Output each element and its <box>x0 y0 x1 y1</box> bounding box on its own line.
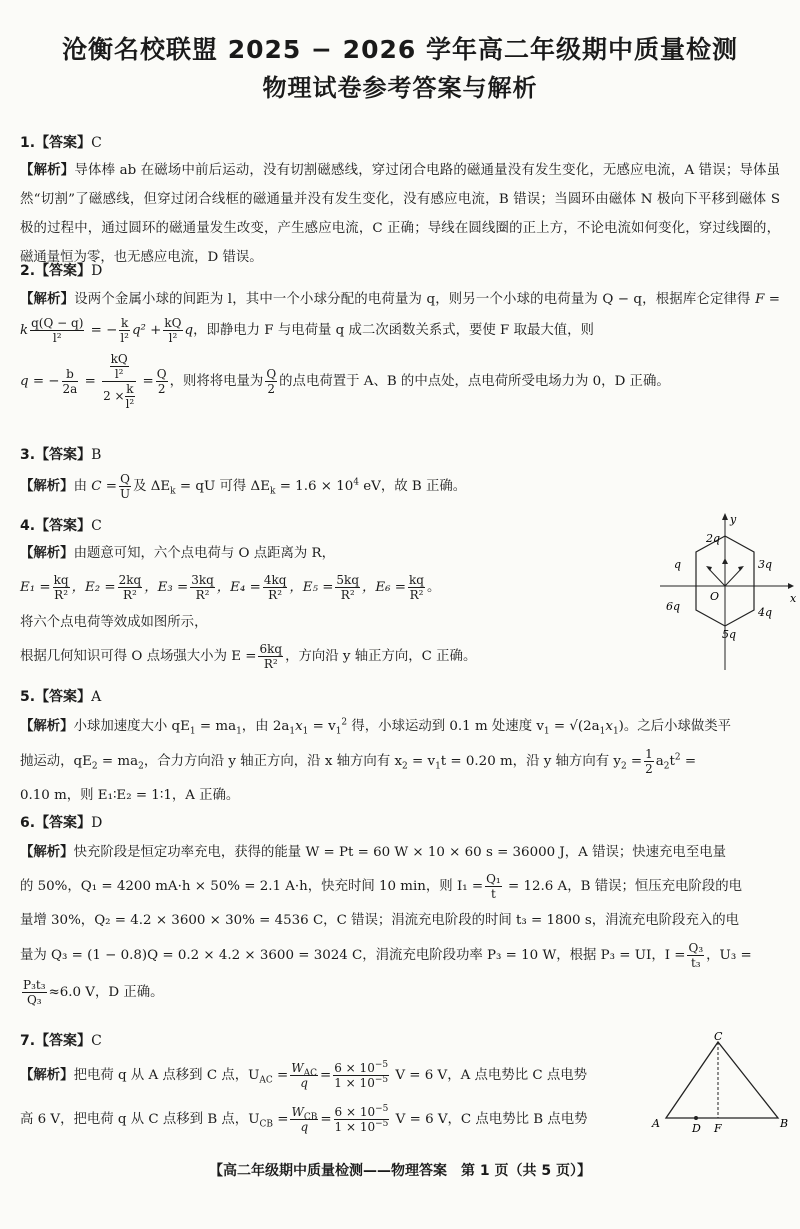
point-D <box>694 1116 698 1120</box>
fraction: $\frac{q(Q - q)}{\text{l²}}$ <box>31 316 84 345</box>
question-5-line-2: 抛运动，$qE_2 = ma_2$，合力方向沿 y 轴正方向，沿 x 轴方向有 $x_2 = v_1t = 0.20$ m，沿 y 轴方向有 $y_2$ = $\frac{1}{2}$ $a_2t^2$ = <box>20 747 697 776</box>
question-6-line-3: 量增 30%，Q₂ = 4.2 × 3600 × 30% = 4536 C，C 错误；涓流充电阶段的时间 t₃ = 1800 s，涓流充电阶段充入的电 <box>20 913 740 928</box>
label-5q: 5q <box>722 628 737 641</box>
label-y: y <box>730 513 737 526</box>
question-5-line-1: 【解析】小球加速度大小 $qE_1 = ma_1$，由 $2a_1x_1 = v_1^2$ 得，小球运动到 0.1 m 处速度 $v_1 = √(2a_1x_1)$。之后小球做类平 <box>20 717 732 737</box>
question-4-line-3: 将六个点电荷等效成如图所示， <box>20 615 208 630</box>
question-4 <box>20 513 630 677</box>
fraction: $\frac{kQ}{\text{l²}}$ <box>164 316 182 345</box>
question-6-line-4: 量为 Q₃ = (1 − 0.8)Q = 0.2 × 4.2 × 3600 = 3024 C，涓流充电阶段功率 P₃ = 10 W，根据 P₃ = UI，I = $\frac{\text{Q₃}}{\text{t₃}}$ ，U₃ = <box>20 941 752 970</box>
question-2 <box>20 258 780 411</box>
label-2q: 2q <box>706 532 721 545</box>
label-A: A <box>652 1117 660 1130</box>
label-q: q <box>674 558 682 571</box>
label-4q: 4q <box>758 606 773 619</box>
fraction: $\frac{k}{\text{l²}}$ <box>120 316 129 345</box>
question-3-header: 3.【答案】B <box>20 447 102 463</box>
question-1 <box>20 130 780 272</box>
triangle-ABC <box>666 1042 778 1118</box>
question-3-analysis: 【解析】由 C = $\frac{Q}{U}$ 及 $\Delta E_k$ = qU 可得 $\Delta E_k = 1.6 \times 10^4$ eV，故 B 正确。 <box>20 472 467 501</box>
question-6-line-5: $\frac{\text{P₃t₃}}{\text{Q₃}}$ ≈6.0 V，D 正确。 <box>23 978 164 1007</box>
hexagon-charge-figure <box>650 510 800 680</box>
triangle-figure <box>650 1030 795 1135</box>
document-subtitle: 物理试卷参考答案与解析 <box>262 74 538 102</box>
question-1-header: 1.【答案】C <box>20 135 102 151</box>
question-7-header: 7.【答案】C <box>20 1033 102 1049</box>
question-7-line-1: 【解析】把电荷 q 从 A 点移到 C 点，$U_{AC}$ = $\frac{W_{AC}}{q}$ = $\frac{6 \times 10^{-5}}{1 \times 10^{-5}}$ V = 6 V，A 点电势比 C 点电势 <box>20 1060 588 1090</box>
field-vector-left <box>708 568 725 586</box>
question-4-line-2: E₁ = $\frac{kq}{\text{R²}}$ ，E₂ = $\frac{2kq}{\text{R²}}$ ，E₃ = $\frac{3kq}{\text{R²}}$ ，E₄ = $\frac{4kq}{\text{R²}}$ ，E₅ = $\frac{5kq}{\text{R²}}$ ，E₆ = $\frac{kq}{\text{R²}}$ 。 <box>20 573 441 602</box>
x-axis-arrow <box>788 583 794 589</box>
label-C: C <box>714 1030 723 1043</box>
question-6 <box>20 810 780 1012</box>
fraction: $\frac{Q}{2}$ <box>156 367 167 396</box>
document-title: 沧衡名校联盟 2025 − 2026 学年高二年级期中质量检测 <box>62 35 738 64</box>
label-F: F <box>714 1122 722 1135</box>
question-6-line-2: 的 50%，Q₁ = 4200 mA·h × 50% = 2.1 A·h，快充时间 10 min，则 I₁ = $\frac{\text{Q₁}}{t}$ = 12.6 A，B 错误；恒压充电阶段的电 <box>20 872 742 901</box>
question-6-header: 6.【答案】D <box>20 815 103 831</box>
label-x: x <box>790 592 797 605</box>
question-7-line-2: 高 6 V，把电荷 q 从 C 点移到 B 点，$U_{CB}$ = $\frac{W_{CB}}{q}$ = $\frac{6 \times 10^{-5}}{1 \times 10^{-5}}$ V = 6 V，C 点电势比 B 点电势 <box>20 1104 588 1134</box>
field-vector-right <box>725 568 742 586</box>
label-D: D <box>692 1122 701 1135</box>
question-4-line-4: 根据几何知识可得 O 点场强大小为 E = $\frac{6kq}{\text{R²}}$ ，方向沿 y 轴正方向，C 正确。 <box>20 642 477 671</box>
question-6-line-1: 【解析】快充阶段是恒定功率充电，获得的能量 W = Pt = 60 W × 10 × 60 s = 36000 J，A 错误；快速充电至电量 <box>20 845 726 860</box>
label-O: O <box>710 590 720 603</box>
question-2-analysis-cont: q = − $\frac{b}{2a}$ = $\frac{kQ}{\text{l²}}$ 2 × $\frac{k}{\text{l²}}$ = $\frac{Q}{2}$ ，则将将电量为 $\frac{Q}{2}$ 的点电荷置于 A、B 的中点处，点电荷所受电场力为 0，D 正确。 <box>20 352 670 411</box>
question-7 <box>20 1028 630 1142</box>
fraction: $\frac{Q}{U}$ <box>119 472 131 501</box>
question-2-header: 2.【答案】D <box>20 263 103 279</box>
compound-fraction: $\frac{kQ}{\text{l²}}$ 2 × $\frac{k}{\text{l²}}$ <box>103 352 135 411</box>
question-5 <box>20 684 780 810</box>
label-3q: 3q <box>758 558 773 571</box>
question-5-line-3: 0.10 m，则 E₁∶E₂ = 1∶1，A 正确。 <box>20 788 240 803</box>
question-5-header: 5.【答案】A <box>20 689 102 705</box>
fraction: $\frac{b}{2a}$ <box>62 367 78 396</box>
page-footer: 【高二年级期中质量检测——物理答案 第 1 页（共 5 页）】 <box>209 1163 591 1179</box>
y-axis-arrow <box>722 513 728 520</box>
fraction: $\frac{Q}{2}$ <box>266 367 277 396</box>
question-4-header: 4.【答案】C <box>20 518 102 534</box>
question-4-line-1: 【解析】由题意可知，六个点电荷与 O 点距离为 R， <box>20 546 336 561</box>
question-2-analysis: 【解析】设两个金属小球的间距为 l，其中一个小球分配的电荷量为 q，则另一个小球的电荷量为 Q − q，根据库仑定律得 F = k $\frac{q(Q - q)}{\text{l²}}$ = − $\frac{k}{\text{l²}}$ q² + $\frac{kQ}{\text{l²}}$ q，即静电力 F 与电荷量 q 成二次函数关系式，要使 F 取最大值，则 <box>20 292 780 345</box>
question-1-analysis: 【解析】导体棒 ab 在磁场中前后运动，没有切割磁感线，穿过闭合电路的磁通量没有发生变化，无感应电流，A 错误；导体虽然“切割”了磁感线，但穿过闭合线框的磁通量并没有发生变化，没有感应电流，B 错误；当圆环由磁体 N 极向下平移到磁体 S 极的过程中，通过圆环的磁通量发生改变，产生感应电流，C 正确；导线在圆线圈的正上方，不论电流如何变化，穿过线圈的，磁通量恒为零，也无感应电流，D 错误。 <box>20 163 780 265</box>
question-3 <box>20 442 780 506</box>
label-B: B <box>780 1117 789 1130</box>
label-6q: 6q <box>666 600 681 613</box>
